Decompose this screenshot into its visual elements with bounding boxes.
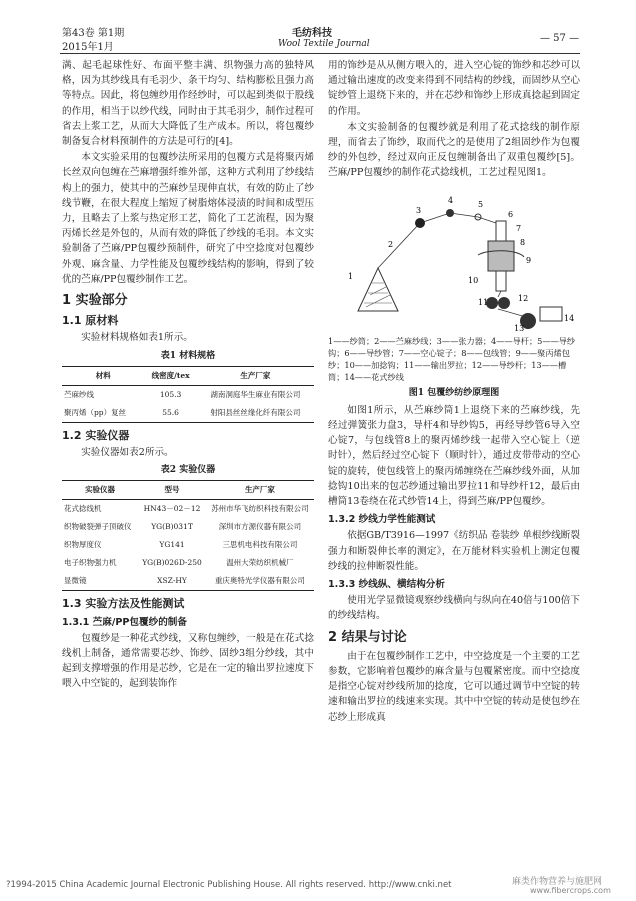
footer-watermark: 麻类作物营养与施肥网 xyxy=(512,877,603,887)
output-roller xyxy=(498,297,510,309)
header-rule xyxy=(60,53,580,54)
paragraph-preparation: 包覆纱是一种花式纱线，又称包缠纱，一般是在花式捻线机上制备，通常需要芯纱、饰纱、固纱3组分纱线，其中起到支撑增强的作用是芯纱，它是在一定的输出罗拉速度下喂入中空锭的，起到装饰作 xyxy=(62,632,314,690)
table-cell: 55.6 xyxy=(144,404,196,423)
header-date: 2015年1月 xyxy=(62,42,114,53)
table-header-cell: 材料 xyxy=(62,366,144,385)
table-cell: YG(B)026D-250 xyxy=(142,558,202,568)
table-materials xyxy=(62,366,314,423)
table-header-cell: 型号 xyxy=(138,481,206,500)
figure-label: 14 xyxy=(564,313,575,323)
section-heading-2: 2 结果与讨论 xyxy=(328,629,407,645)
table-cell: 花式捻线机 xyxy=(64,504,102,514)
footer-copyright: ?1994-2015 China Academic Journal Electronic Publishing House. All rights reserved. http://www.cnki.net xyxy=(6,880,452,890)
figure-caption: 图1 包覆纱纺纱原理图 xyxy=(408,387,500,398)
table-cell: 苎麻纱线 xyxy=(64,389,94,399)
table1-caption: 表1 材料规格 xyxy=(160,350,216,361)
header-journal-en: Wool Textile Journal xyxy=(278,39,370,49)
figure-label: 12 xyxy=(518,293,529,303)
section-heading-1-3-3: 1.3.3 纱线纵、横结构分析 xyxy=(328,579,445,591)
paragraph-materials: 实验材料规格如表1所示。 xyxy=(81,332,193,344)
table-row xyxy=(62,500,314,519)
table2-caption: 表2 实验仪器 xyxy=(160,465,216,476)
table-cell: XSZ-HY xyxy=(138,572,206,591)
header-page-number: — 57 — xyxy=(540,33,580,44)
table-row xyxy=(62,536,314,554)
bobbin-cone xyxy=(358,268,398,311)
footer-watermark-url: www.fibercrops.com xyxy=(530,886,611,895)
table-header-cell: 生产厂家 xyxy=(197,366,314,385)
header-journal-cn: 毛纺科技 xyxy=(292,28,332,39)
section-heading-1-3-1: 1.3.1 苎麻/PP包覆纱的制备 xyxy=(62,616,187,628)
figure-label: 10 xyxy=(468,275,479,285)
figure-spinning-diagram xyxy=(328,183,580,333)
table-cell: 织物厚度仪 xyxy=(64,540,102,550)
figure-label: 5 xyxy=(478,199,484,209)
table-cell: YG(B)031T xyxy=(151,522,193,532)
guide-rod xyxy=(446,209,454,217)
table-cell: 苏州市华飞纺织科技有限公司 xyxy=(211,504,309,514)
paragraph-instruments: 实验仪器如表2所示。 xyxy=(81,447,174,459)
paragraph-structure: 使用光学显微镜观察纱线横向与纵向在40倍与100倍下的纱线结构。 xyxy=(328,595,580,622)
figure-legend: 1——纱筒；2——苎麻纱线；3——张力器；4——导杆；5——导纱钩；6——导纱管；7——空心锭子；8——包线管；9——聚丙烯包纱；10——加捻钩；11——输出罗拉；12——导纱杆；13——槽筒；14——花式纱线 xyxy=(328,335,576,382)
table-cell: 电子织物强力机 xyxy=(64,558,117,568)
paragraph-continued: 用的饰纱是从从侧方喂入的，进入空心锭的饰纱和芯纱可以通过输出速度的改变来得到不同结构的纱线，而固纱从空心锭纱管上退绕下来的，并在芯纱和饰纱上形成真捻起到固定的作用。 xyxy=(328,60,580,117)
table-row xyxy=(62,572,314,591)
left-column xyxy=(62,58,314,693)
paragraph-intro: 满、起毛起球性好、布面平整丰满、织物强力高的独特风格，因为其纱线具有毛羽少、条干均匀、结构膨松且强力高等特点。因此，将包缠纱用作经纱时，可以起到类似于股线的作用，相当于以纱代线，同时由于其毛羽少，制作过程可省去上浆工艺，从而大大降低了生产成本。所以，将包覆纱制备复合材料预制件的方法是可行的[4]。 xyxy=(62,60,314,148)
table-cell: 射阳县丝丝缘化纤有限公司 xyxy=(197,404,314,423)
table-cell: 聚丙烯（pp）复丝 xyxy=(62,404,144,423)
table-cell: 温州大荣纺织机械厂 xyxy=(226,558,294,568)
tension-disc xyxy=(415,218,425,228)
table-cell: HN43－02－12 xyxy=(143,504,201,514)
figure-label: 7 xyxy=(516,223,522,233)
figure-label: 9 xyxy=(526,255,532,265)
paragraph-method-intro: 本文实验采用的包覆纱法所采用的包覆方式是将聚丙烯长丝双向包缠在苎麻增强纤维外部，这种方式利用了纱线结构上的强力，使其中的苎麻纱呈现伸直状，有效的防止了纱线节鞭，在很大程度上缩短了树脂熔体浸渍的时间和成型压力，且略去了上浆与热定形工艺，简化了工艺流程，因为聚丙烯长丝是外包的，从而有效的降低了纱线的毛羽。本文实验制备了苎麻/PP包覆纱预制件，研究了中空捻度对包覆纱外观、麻含量、力学性能及包覆纱线结构的影响，得到了较优的苎麻/PP包覆纱制作工艺。 xyxy=(62,152,314,285)
section-heading-1-2: 1.2 实验仪器 xyxy=(62,428,130,442)
table-row xyxy=(62,554,314,572)
table-row xyxy=(62,385,314,404)
table-header-cell: 实验仪器 xyxy=(62,481,138,500)
right-column xyxy=(328,58,580,726)
table-instruments xyxy=(62,480,314,591)
section-heading-1-1: 1.1 原材料 xyxy=(62,314,119,328)
figure-label: 6 xyxy=(508,209,514,219)
table-cell: YG141 xyxy=(159,540,185,550)
yarn-path xyxy=(378,213,496,268)
figure-label: 2 xyxy=(388,239,394,249)
figure-label: 1 xyxy=(348,271,354,281)
section-heading-1-3-2: 1.3.2 纱线力学性能测试 xyxy=(328,514,436,526)
section-heading-1-3: 1.3 实验方法及性能测试 xyxy=(62,597,185,611)
table-cell: 105.3 xyxy=(159,389,182,399)
paragraph-figure-description: 如图1所示，从苎麻纱筒1上退绕下来的苎麻纱线，先经过弹簧张力盘3，导杆4和导纱钩5，再经导纱管6导入空心锭7，与包线管8上的聚丙烯纱线一起带入空心锭上（逆时针），然后经过空心锭下（顺时针），通过皮带带动的空心锭的旋转，使包线管上的聚丙烯缠绕在苎麻纱线外面，从加捻钩10出来的包芯纱通过输出罗拉11和导纱杆12，最后由槽筒13卷绕在花式纱管14上，得到苎麻/PP包覆纱。 xyxy=(328,404,580,508)
table-cell: 三思机电科技有限公司 xyxy=(222,540,298,550)
table-cell: 重庆奥特光学仪器有限公司 xyxy=(206,572,314,591)
table-cell: 深圳市方源仪器有限公司 xyxy=(218,522,302,532)
header-issue: 第43卷 第1期 xyxy=(62,28,125,39)
paragraph-mechanical-test: 依据GB/T3916—1997《纺织品 卷装纱 单根纱线断裂强力和断裂伸长率的测定》，在万能材料实验机上测定包覆纱线的拉伸断裂性能。 xyxy=(328,530,580,572)
figure-label: 8 xyxy=(520,237,526,247)
fancy-yarn-package xyxy=(540,307,562,321)
table-cell: 织物破裂弹子顶破仪 xyxy=(64,522,132,532)
table-cell: 湖南洞庭华生麻业有限公司 xyxy=(210,389,301,399)
paragraph-results: 由于在包覆纱制作工艺中，中空捻度是一个主要的工艺参数，它影响着包覆纱的麻含量与包覆紧密度。而中空捻度是指空心锭对纱线所加的捻度，它可以通过调节中空锭的转速和输出罗拉的线速来实现。其中中空锭的转动是使包纱在芯纱上形成真 xyxy=(328,650,580,723)
paragraph-method: 本文实验制备的包覆纱就是利用了花式捻线的制作原理，而省去了饰纱，取而代之的是使用了2组固纱作为包覆纱的外包纱，经过双向正反包缠制备出了双重包覆纱[5]。苎麻/PP包覆纱的制作花式捻线机，工艺过程见图1。 xyxy=(328,121,580,179)
section-heading-1: 1 实验部分 xyxy=(62,293,128,309)
figure-label: 4 xyxy=(448,195,454,205)
table-cell: 显微镜 xyxy=(62,572,138,591)
cover-tube xyxy=(488,241,514,271)
figure-label: 11 xyxy=(478,297,489,307)
table-row xyxy=(62,404,314,423)
figure-label: 13 xyxy=(514,323,525,333)
table-row xyxy=(62,518,314,536)
table-header-cell: 线密度/tex xyxy=(144,366,196,385)
figure-label: 3 xyxy=(416,205,422,215)
table-header-cell: 生产厂家 xyxy=(206,481,314,500)
